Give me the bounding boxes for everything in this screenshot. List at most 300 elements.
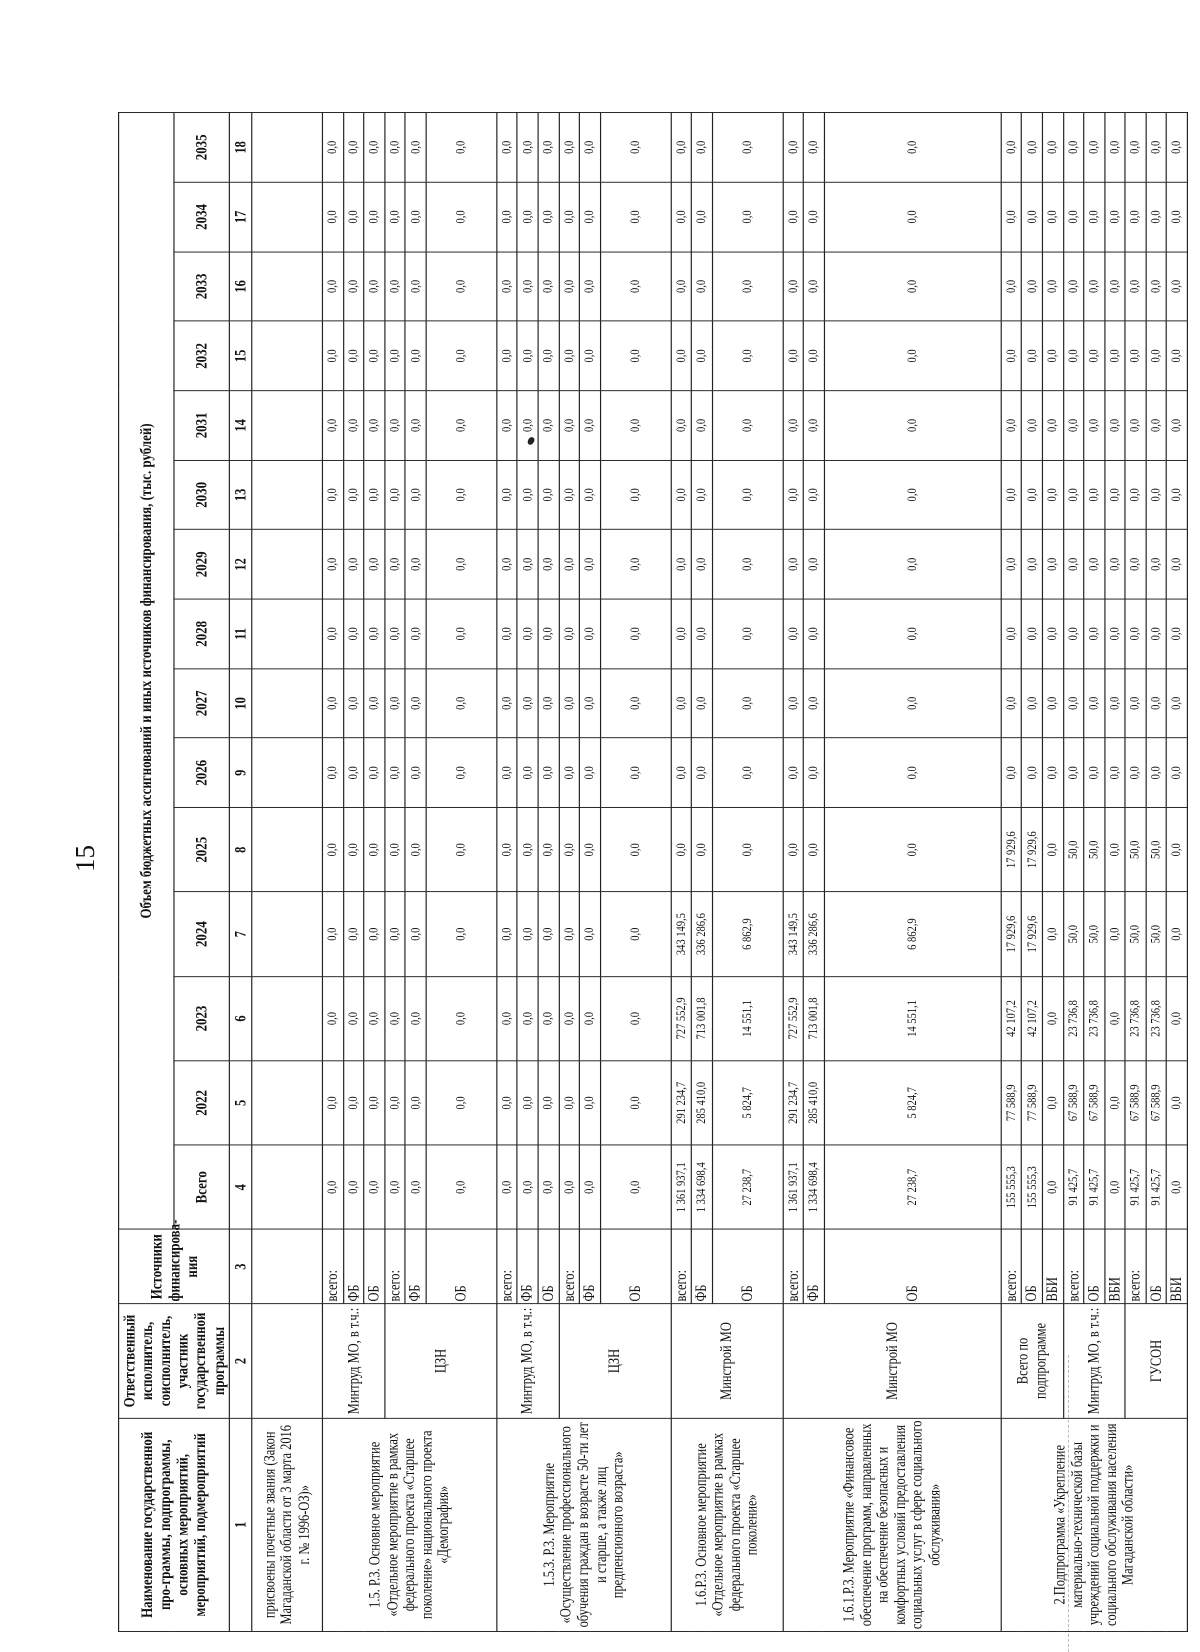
row-value: 0,0 <box>405 669 426 738</box>
row-value: 0,0 <box>497 1061 518 1145</box>
row-value: 0,0 <box>671 391 692 460</box>
row-value: 23 736,8 <box>1084 976 1105 1060</box>
row-value: 0,0 <box>712 530 783 599</box>
row-value: 0,0 <box>405 599 426 668</box>
row-source: ОБ <box>824 1229 1001 1303</box>
row-value: 0,0 <box>692 738 713 807</box>
row-source: всего: <box>783 1229 804 1303</box>
row-value: 0,0 <box>712 391 783 460</box>
row-value: 0,0 <box>1063 669 1084 738</box>
row-value: 0,0 <box>559 1145 580 1229</box>
row-value: 0,0 <box>579 1145 600 1229</box>
row-value: 0,0 <box>1022 112 1043 182</box>
header-column-index: 15 <box>229 321 252 390</box>
row-value: 14 551,1 <box>824 976 1001 1060</box>
row-source: всего: <box>1001 1229 1022 1303</box>
row-value: 0,0 <box>1063 112 1084 182</box>
row-value: 0,0 <box>405 460 426 529</box>
row-value: 0,0 <box>559 182 580 251</box>
row-value: 727 552,9 <box>671 976 692 1060</box>
row-value: 0,0 <box>1084 530 1105 599</box>
row-value: 42 107,2 <box>1001 976 1022 1060</box>
row-value: 0,0 <box>497 599 518 668</box>
row-value: 0,0 <box>364 460 385 529</box>
row-value: 0,0 <box>364 321 385 390</box>
row-value: 0,0 <box>600 182 671 251</box>
row-value: 336 286,6 <box>804 892 825 976</box>
row-value: 67 588,9 <box>1146 1061 1167 1145</box>
header-column-index: 6 <box>229 976 252 1060</box>
row-value: 155 555,3 <box>1001 1145 1022 1229</box>
row-value: 0,0 <box>1125 252 1146 321</box>
row-value: 0,0 <box>497 738 518 807</box>
row-value: 285 410,0 <box>804 1061 825 1145</box>
row-value: 0,0 <box>364 1061 385 1145</box>
row-value: 0,0 <box>426 808 497 892</box>
row-value <box>252 669 323 738</box>
row-value: 0,0 <box>1104 1145 1125 1229</box>
row-value: 0,0 <box>692 808 713 892</box>
row-value: 0,0 <box>559 976 580 1060</box>
row-source: ВБИ <box>1166 1229 1187 1303</box>
row-value: 0,0 <box>1125 530 1146 599</box>
row-value: 0,0 <box>405 112 426 182</box>
row-value: 0,0 <box>559 252 580 321</box>
row-value: 291 234,7 <box>671 1061 692 1145</box>
row-value: 0,0 <box>497 1145 518 1229</box>
row-value <box>252 599 323 668</box>
table-row <box>559 112 580 1631</box>
row-value: 6 862,9 <box>824 892 1001 976</box>
row-value: 0,0 <box>1125 321 1146 390</box>
row-value: 0,0 <box>1001 599 1022 668</box>
row-value: 0,0 <box>538 391 559 460</box>
row-value: 5 824,7 <box>712 1061 783 1145</box>
row-value: 0,0 <box>1001 182 1022 251</box>
row-value: 0,0 <box>600 391 671 460</box>
row-value: 0,0 <box>323 1061 344 1145</box>
row-responsible: Всего по подпрограмме <box>1001 1304 1063 1418</box>
row-value: 0,0 <box>517 1145 538 1229</box>
row-value: 0,0 <box>824 321 1001 390</box>
header-source: Источники финансирова-ния <box>119 1229 229 1303</box>
row-value: 0,0 <box>385 530 406 599</box>
row-value: 0,0 <box>405 530 426 599</box>
row-value: 0,0 <box>600 669 671 738</box>
row-value: 0,0 <box>426 460 497 529</box>
row-value: 50,0 <box>1063 808 1084 892</box>
row-value: 291 234,7 <box>783 1061 804 1145</box>
row-value: 0,0 <box>712 738 783 807</box>
row-value: 0,0 <box>1022 391 1043 460</box>
row-value: 17 929,6 <box>1022 808 1043 892</box>
row-value: 0,0 <box>1166 391 1187 460</box>
header-year: 2025 <box>174 808 229 892</box>
header-column-index: 10 <box>229 669 252 738</box>
row-value: 67 588,9 <box>1063 1061 1084 1145</box>
row-name: 1.5.3. Р.3. Мероприятие «Осуществление профессионального обучения граждан в возрасте 50-ти лет и старше, а также лиц предпенсионного возраста» <box>497 1418 671 1631</box>
row-value: 50,0 <box>1084 892 1105 976</box>
row-value: 0,0 <box>1084 252 1105 321</box>
row-value: 0,0 <box>1063 391 1084 460</box>
row-value: 0,0 <box>405 252 426 321</box>
row-value: 0,0 <box>1125 460 1146 529</box>
row-value: 0,0 <box>1166 530 1187 599</box>
row-value: 0,0 <box>323 182 344 251</box>
row-value: 0,0 <box>1166 321 1187 390</box>
row-value: 0,0 <box>1125 182 1146 251</box>
row-value: 0,0 <box>385 599 406 668</box>
row-value: 0,0 <box>1166 738 1187 807</box>
row-value: 0,0 <box>671 669 692 738</box>
row-value: 0,0 <box>600 1061 671 1145</box>
row-value: 0,0 <box>364 808 385 892</box>
rotated-content <box>118 112 1188 1632</box>
row-value: 0,0 <box>538 738 559 807</box>
row-value: 0,0 <box>323 391 344 460</box>
row-value: 0,0 <box>385 460 406 529</box>
table-row <box>252 112 323 1631</box>
row-value <box>252 976 323 1060</box>
row-source: ОБ <box>1022 1229 1043 1303</box>
row-value: 0,0 <box>1146 321 1167 390</box>
row-value: 0,0 <box>497 669 518 738</box>
row-value: 0,0 <box>426 530 497 599</box>
row-value: 0,0 <box>426 321 497 390</box>
row-value: 0,0 <box>712 252 783 321</box>
header-column-index: 16 <box>229 252 252 321</box>
header-year: 2035 <box>174 112 229 182</box>
row-value: 0,0 <box>579 321 600 390</box>
header-year: 2031 <box>174 391 229 460</box>
row-value: 0,0 <box>1084 738 1105 807</box>
header-column-index: 1 <box>229 1418 252 1631</box>
row-value: 0,0 <box>1104 391 1125 460</box>
row-value: 50,0 <box>1125 808 1146 892</box>
row-value: 0,0 <box>405 1061 426 1145</box>
row-value: 0,0 <box>671 182 692 251</box>
row-value: 0,0 <box>517 892 538 976</box>
row-value: 0,0 <box>1042 252 1063 321</box>
row-value: 0,0 <box>692 599 713 668</box>
row-value: 0,0 <box>1104 112 1125 182</box>
row-value: 0,0 <box>323 892 344 976</box>
row-value: 27 238,7 <box>824 1145 1001 1229</box>
row-value: 0,0 <box>343 808 364 892</box>
row-value: 0,0 <box>824 738 1001 807</box>
row-value: 0,0 <box>600 892 671 976</box>
row-value: 0,0 <box>538 321 559 390</box>
row-value: 0,0 <box>692 112 713 182</box>
row-value: 0,0 <box>385 321 406 390</box>
row-value: 0,0 <box>579 530 600 599</box>
row-source: всего: <box>1125 1229 1146 1303</box>
row-value: 0,0 <box>538 530 559 599</box>
row-value: 0,0 <box>579 112 600 182</box>
row-value: 0,0 <box>405 808 426 892</box>
table-row <box>1063 112 1084 1631</box>
row-value: 0,0 <box>497 976 518 1060</box>
row-value: 0,0 <box>1166 252 1187 321</box>
row-value: 0,0 <box>385 391 406 460</box>
row-value: 91 425,7 <box>1063 1145 1084 1229</box>
row-value: 0,0 <box>559 112 580 182</box>
row-value: 0,0 <box>1084 599 1105 668</box>
row-value: 17 929,6 <box>1001 892 1022 976</box>
row-value: 0,0 <box>1042 976 1063 1060</box>
row-value: 0,0 <box>824 599 1001 668</box>
header-column-index: 12 <box>229 530 252 599</box>
row-value: 50,0 <box>1146 808 1167 892</box>
row-value: 0,0 <box>343 252 364 321</box>
row-value: 0,0 <box>824 391 1001 460</box>
header-column-index: 9 <box>229 738 252 807</box>
row-value: 0,0 <box>1063 599 1084 668</box>
row-source: всего: <box>671 1229 692 1303</box>
row-value: 0,0 <box>692 321 713 390</box>
row-value: 0,0 <box>804 112 825 182</box>
row-value: 0,0 <box>1104 321 1125 390</box>
row-name: 2.Подпрограмма «Укрепление материально-технической базы учреждений социальной поддержки и социального обслуживания населения Магаданской области» <box>1001 1418 1187 1631</box>
row-value: 0,0 <box>1166 892 1187 976</box>
row-value: 6 862,9 <box>712 892 783 976</box>
row-value: 0,0 <box>364 182 385 251</box>
row-value: 0,0 <box>323 976 344 1060</box>
row-source: ВБИ <box>1042 1229 1063 1303</box>
row-value: 0,0 <box>692 182 713 251</box>
row-value: 0,0 <box>1084 182 1105 251</box>
row-value: 727 552,9 <box>783 976 804 1060</box>
row-value: 0,0 <box>343 738 364 807</box>
row-value: 285 410,0 <box>692 1061 713 1145</box>
row-value <box>252 460 323 529</box>
table-row <box>783 112 804 1631</box>
row-value: 0,0 <box>497 252 518 321</box>
row-value: 0,0 <box>538 182 559 251</box>
row-responsible <box>252 1304 323 1418</box>
row-value: 1 334 698,4 <box>804 1145 825 1229</box>
row-value: 0,0 <box>517 112 538 182</box>
row-value: 0,0 <box>538 892 559 976</box>
row-value: 0,0 <box>600 976 671 1060</box>
row-value: 0,0 <box>1104 182 1125 251</box>
row-value <box>252 321 323 390</box>
row-value: 0,0 <box>1166 112 1187 182</box>
row-value: 0,0 <box>1022 530 1043 599</box>
row-value: 0,0 <box>804 321 825 390</box>
row-value: 0,0 <box>1001 252 1022 321</box>
row-value: 0,0 <box>497 460 518 529</box>
row-value: 27 238,7 <box>712 1145 783 1229</box>
row-value: 0,0 <box>538 112 559 182</box>
row-value: 0,0 <box>426 252 497 321</box>
row-value: 0,0 <box>1042 321 1063 390</box>
header-year: 2033 <box>174 252 229 321</box>
header-responsible: Ответственный исполнитель, соисполнитель, участник государственной программы <box>119 1304 229 1418</box>
row-value: 0,0 <box>579 391 600 460</box>
row-value: 0,0 <box>712 460 783 529</box>
row-value: 0,0 <box>824 112 1001 182</box>
row-source: ОБ <box>712 1229 783 1303</box>
row-value: 0,0 <box>783 669 804 738</box>
row-value: 336 286,6 <box>692 892 713 976</box>
row-value: 0,0 <box>804 530 825 599</box>
row-value: 0,0 <box>783 738 804 807</box>
row-value: 713 001,8 <box>804 976 825 1060</box>
row-value: 343 149,5 <box>671 892 692 976</box>
row-value: 0,0 <box>1001 321 1022 390</box>
row-value: 0,0 <box>600 252 671 321</box>
row-value: 0,0 <box>1166 460 1187 529</box>
row-value: 0,0 <box>364 112 385 182</box>
header-year: 2024 <box>174 892 229 976</box>
table-row <box>1125 112 1146 1631</box>
row-value: 0,0 <box>671 738 692 807</box>
row-value: 0,0 <box>1166 182 1187 251</box>
row-value: 0,0 <box>559 892 580 976</box>
row-value: 50,0 <box>1125 892 1146 976</box>
row-source: ФБ <box>579 1229 600 1303</box>
header-name: Наименование государственной про-граммы, подпрограммы, основных мероприятий, мероприятий, подмероприятий <box>119 1418 229 1631</box>
row-value: 0,0 <box>1166 1145 1187 1229</box>
row-value: 0,0 <box>671 321 692 390</box>
row-source: ФБ <box>517 1229 538 1303</box>
row-value: 0,0 <box>1022 460 1043 529</box>
row-value: 0,0 <box>559 669 580 738</box>
row-value: 0,0 <box>538 460 559 529</box>
row-value: 0,0 <box>1042 1061 1063 1145</box>
row-value: 0,0 <box>1001 112 1022 182</box>
row-value: 0,0 <box>783 252 804 321</box>
row-value: 0,0 <box>538 1145 559 1229</box>
row-value: 0,0 <box>364 669 385 738</box>
table-row <box>497 112 518 1631</box>
row-value: 0,0 <box>497 808 518 892</box>
row-value: 0,0 <box>600 321 671 390</box>
row-value <box>252 112 323 182</box>
row-value: 0,0 <box>1104 892 1125 976</box>
row-responsible: ЦЗН <box>385 1304 497 1418</box>
row-value: 77 588,9 <box>1001 1061 1022 1145</box>
row-value: 0,0 <box>1104 808 1125 892</box>
row-value: 5 824,7 <box>824 1061 1001 1145</box>
row-value: 0,0 <box>1001 391 1022 460</box>
row-value: 0,0 <box>1042 808 1063 892</box>
row-value: 0,0 <box>579 460 600 529</box>
row-value: 0,0 <box>1146 669 1167 738</box>
row-value: 0,0 <box>1042 460 1063 529</box>
row-name: 1.6.Р.3. Основное мероприятие «Отдельное мероприятие в рамках федерального проекта «Старшее поколение» <box>671 1418 783 1631</box>
row-value: 0,0 <box>671 252 692 321</box>
row-value: 0,0 <box>559 391 580 460</box>
row-value: 0,0 <box>559 599 580 668</box>
row-value: 0,0 <box>1166 808 1187 892</box>
header-column-index: 13 <box>229 460 252 529</box>
row-value: 0,0 <box>783 321 804 390</box>
row-value: 91 425,7 <box>1146 1145 1167 1229</box>
row-value: 0,0 <box>323 1145 344 1229</box>
row-value: 0,0 <box>343 321 364 390</box>
financing-table <box>118 112 1188 1632</box>
row-value: 0,0 <box>824 252 1001 321</box>
header-index-row <box>229 112 252 1631</box>
row-value: 0,0 <box>1166 599 1187 668</box>
row-source <box>252 1229 323 1303</box>
row-value: 0,0 <box>712 182 783 251</box>
row-value: 0,0 <box>426 976 497 1060</box>
row-value: 0,0 <box>426 892 497 976</box>
row-value: 0,0 <box>1104 1061 1125 1145</box>
row-source: всего: <box>497 1229 518 1303</box>
row-value: 23 736,8 <box>1125 976 1146 1060</box>
row-value: 0,0 <box>385 112 406 182</box>
row-value: 0,0 <box>579 1061 600 1145</box>
row-value: 0,0 <box>1042 391 1063 460</box>
row-value: 23 736,8 <box>1146 976 1167 1060</box>
row-value: 0,0 <box>1063 252 1084 321</box>
row-value: 0,0 <box>692 669 713 738</box>
row-value: 23 736,8 <box>1063 976 1084 1060</box>
header-column-index: 17 <box>229 182 252 251</box>
row-value: 0,0 <box>804 460 825 529</box>
row-value: 0,0 <box>1146 252 1167 321</box>
row-value: 0,0 <box>517 808 538 892</box>
row-value: 0,0 <box>1084 669 1105 738</box>
row-value: 713 001,8 <box>692 976 713 1060</box>
row-value: 0,0 <box>824 460 1001 529</box>
row-value: 0,0 <box>1146 391 1167 460</box>
row-value: 0,0 <box>1022 738 1043 807</box>
row-value: 0,0 <box>1146 112 1167 182</box>
row-value: 0,0 <box>323 460 344 529</box>
row-value: 0,0 <box>579 252 600 321</box>
row-value: 0,0 <box>497 391 518 460</box>
row-value: 0,0 <box>405 391 426 460</box>
row-value: 50,0 <box>1084 808 1105 892</box>
row-value: 50,0 <box>1063 892 1084 976</box>
row-value: 0,0 <box>804 391 825 460</box>
row-value: 0,0 <box>385 892 406 976</box>
row-value: 0,0 <box>1022 182 1043 251</box>
row-value: 0,0 <box>804 599 825 668</box>
row-value: 0,0 <box>405 321 426 390</box>
row-responsible: ЦЗН <box>559 1304 671 1418</box>
row-responsible: Минтруд МО, в т.ч.: <box>323 1304 385 1418</box>
header-column-index: 2 <box>229 1304 252 1418</box>
row-value: 42 107,2 <box>1022 976 1043 1060</box>
row-value: 0,0 <box>1104 460 1125 529</box>
row-value: 0,0 <box>517 738 538 807</box>
row-value: 0,0 <box>1146 599 1167 668</box>
row-value: 0,0 <box>600 808 671 892</box>
row-value: 0,0 <box>538 669 559 738</box>
row-name: 1.5. Р.3. Основное мероприятие «Отдельное мероприятие в рамках федерального проекта «Старшее поколение» национального проекта «Демография» <box>323 1418 497 1631</box>
row-value: 0,0 <box>804 669 825 738</box>
row-responsible: ГУСОН <box>1125 1304 1187 1418</box>
table-row <box>385 112 406 1631</box>
table-body <box>252 112 1187 1631</box>
row-value: 0,0 <box>323 738 344 807</box>
row-value: 0,0 <box>692 530 713 599</box>
row-value: 0,0 <box>1042 182 1063 251</box>
header-year: 2034 <box>174 182 229 251</box>
row-value: 0,0 <box>671 808 692 892</box>
row-value: 0,0 <box>517 460 538 529</box>
row-value: 0,0 <box>600 1145 671 1229</box>
row-value: 0,0 <box>712 321 783 390</box>
row-value: 14 551,1 <box>712 976 783 1060</box>
row-value: 0,0 <box>671 460 692 529</box>
